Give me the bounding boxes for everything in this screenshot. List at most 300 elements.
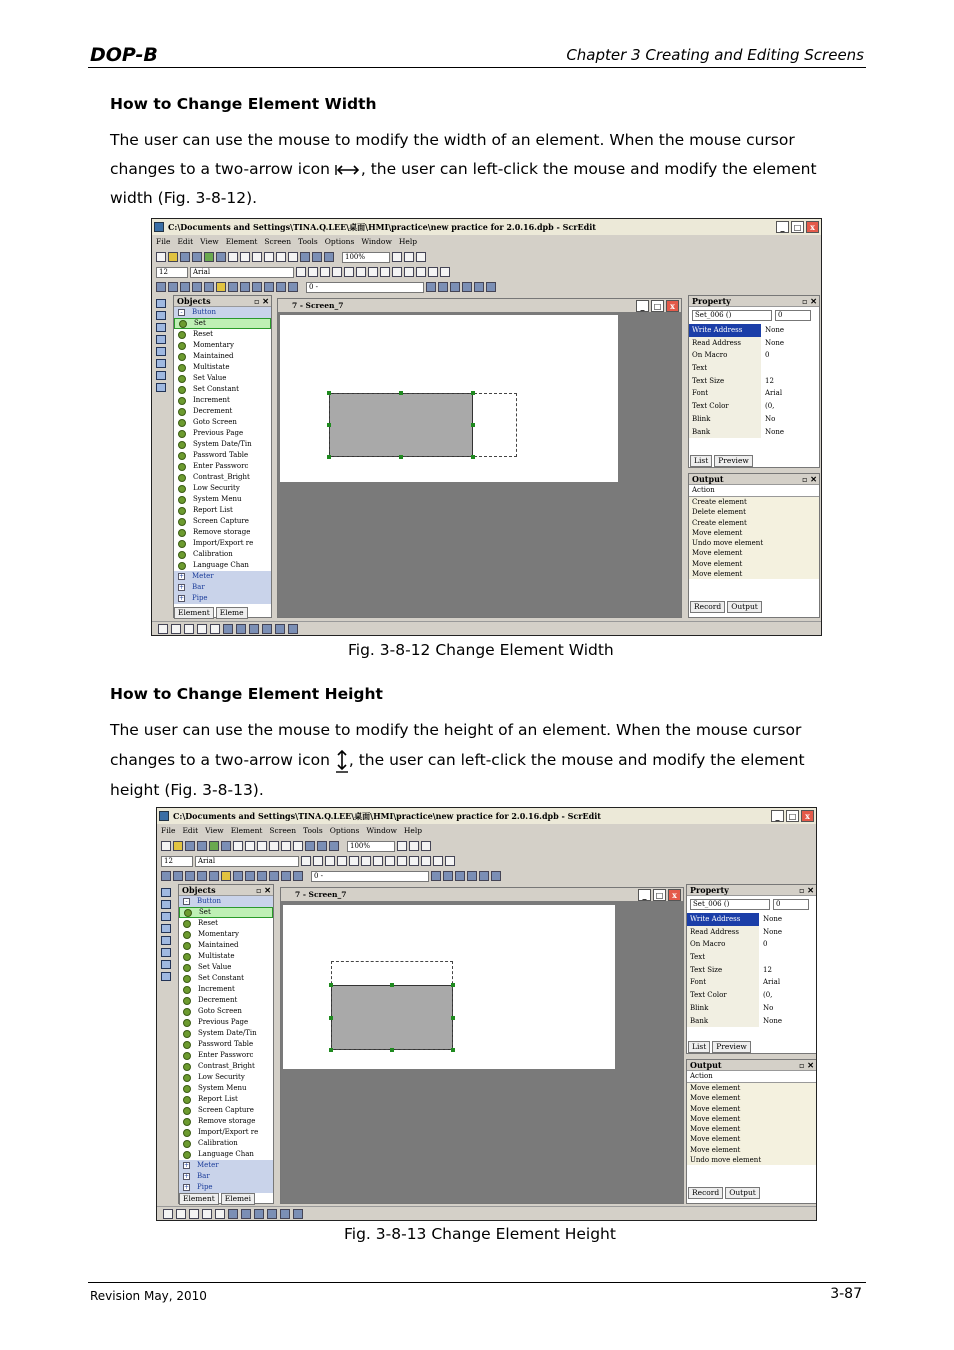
text-style-icon[interactable] (337, 856, 347, 866)
object-item[interactable]: Reset (174, 329, 271, 340)
space-tool-icon[interactable] (202, 1209, 212, 1219)
object-item[interactable]: System Date/Tin (179, 1028, 273, 1039)
tab-record[interactable]: Record (688, 1187, 723, 1199)
object-item[interactable]: Enter Passworc (174, 461, 271, 472)
menu-edit[interactable]: Edit (182, 826, 199, 835)
object-item[interactable]: Increment (174, 395, 271, 406)
property-row[interactable]: Bank None (687, 1015, 816, 1028)
category-button[interactable]: - Button (179, 896, 273, 907)
group-icon[interactable] (479, 871, 489, 881)
align-tool-icon[interactable] (158, 624, 168, 634)
figure-caption-width: Fig. 3-8-12 Change Element Width (348, 641, 614, 659)
indicator-element-icon[interactable] (216, 282, 226, 292)
spread-icon[interactable] (275, 624, 285, 634)
text-align-icon[interactable] (320, 267, 330, 277)
object-item[interactable]: Report List (174, 505, 271, 516)
menu-screen[interactable]: Screen (264, 237, 292, 246)
distribute-icon[interactable] (445, 856, 455, 866)
text-align-icon[interactable] (325, 856, 335, 866)
property-row[interactable]: Font Arial (689, 387, 819, 400)
screen-minimize-button[interactable]: _ (636, 300, 649, 312)
app-icon (159, 811, 169, 821)
download-icon[interactable] (216, 252, 226, 262)
resize-handle[interactable] (451, 1048, 455, 1052)
circle-tool-icon[interactable] (156, 323, 166, 332)
menu-edit[interactable]: Edit (177, 237, 194, 246)
maximize-button[interactable]: □ (786, 810, 799, 822)
open-file-icon[interactable] (173, 841, 183, 851)
line-icon[interactable] (397, 856, 407, 866)
snap-icon[interactable] (288, 624, 298, 634)
property-row[interactable]: Font Arial (687, 976, 816, 989)
find-icon[interactable] (269, 841, 279, 851)
property-row[interactable]: Text Size 12 (689, 375, 819, 388)
arc-tool-icon[interactable] (156, 347, 166, 356)
resize-handle[interactable] (399, 455, 403, 459)
polygon-tool-icon[interactable] (156, 335, 166, 344)
sampling-element-icon[interactable] (281, 871, 291, 881)
pie-element-icon[interactable] (209, 871, 219, 881)
property-row[interactable]: Write Address None (689, 324, 819, 337)
property-object-select[interactable]: Set_006 () (690, 899, 770, 910)
group-icon[interactable] (474, 282, 484, 292)
zoom-out-icon[interactable] (409, 841, 419, 851)
bold-icon[interactable] (361, 856, 371, 866)
object-item[interactable]: Maintained (174, 351, 271, 362)
menu-element[interactable]: Element (230, 826, 263, 835)
menu-tools[interactable]: Tools (303, 826, 323, 835)
category-bar[interactable]: + Bar (179, 1171, 273, 1182)
menu-help[interactable]: Help (403, 826, 423, 835)
zoom-fit-icon[interactable] (421, 841, 431, 851)
undo-icon[interactable] (281, 841, 291, 851)
object-item[interactable]: Previous Page (179, 1017, 273, 1028)
property-panel-title: Property ▫ ✕ (687, 885, 816, 896)
layer-up-icon[interactable] (455, 871, 465, 881)
cut-icon[interactable] (228, 252, 238, 262)
size-tool-icon[interactable] (184, 624, 194, 634)
font-size-select[interactable]: 12 (161, 856, 193, 867)
font-grow-icon[interactable] (301, 856, 311, 866)
property-grid (689, 324, 819, 438)
category-button[interactable]: - Button (174, 307, 271, 318)
rectangle-tool-icon[interactable] (161, 900, 171, 909)
indicator-element-icon[interactable] (221, 871, 231, 881)
pie-element-icon[interactable] (204, 282, 214, 292)
align-left-icon[interactable] (409, 856, 419, 866)
zoom-fit-icon[interactable] (416, 252, 426, 262)
bold-icon[interactable] (356, 267, 366, 277)
object-item[interactable]: Import/Export re (174, 538, 271, 549)
paste-icon[interactable] (257, 841, 267, 851)
grid-icon[interactable] (329, 841, 339, 851)
zoom-in-icon[interactable] (392, 252, 402, 262)
tab-eleme[interactable]: Elemei (221, 1193, 255, 1205)
underline-icon[interactable] (380, 267, 390, 277)
property-row[interactable]: Text Color (0, (687, 989, 816, 1002)
property-row[interactable]: Blink No (687, 1002, 816, 1015)
input-element-icon[interactable] (240, 282, 250, 292)
output-tabs (688, 1187, 760, 1199)
resize-handle[interactable] (471, 455, 475, 459)
space-tool-icon[interactable] (197, 624, 207, 634)
output-panel (686, 1059, 817, 1204)
curve-element-icon[interactable] (264, 282, 274, 292)
redo-icon[interactable] (293, 841, 303, 851)
button-element-icon[interactable] (156, 282, 166, 292)
object-item[interactable]: Set Constant (174, 384, 271, 395)
tab-output[interactable]: Output (727, 601, 762, 613)
ungroup-icon[interactable] (491, 871, 501, 881)
chart-element-icon[interactable] (257, 871, 267, 881)
pipe-element-icon[interactable] (192, 282, 202, 292)
footer-rule (88, 1282, 866, 1283)
arc-tool-icon[interactable] (161, 936, 171, 945)
object-item[interactable]: Decrement (174, 406, 271, 417)
menu-window[interactable]: Window (361, 237, 392, 246)
state-next-icon[interactable] (438, 282, 448, 292)
object-item[interactable]: Contrast_Bright (174, 472, 271, 483)
property-row[interactable]: Read Address None (689, 337, 819, 350)
maximize-button[interactable]: □ (791, 221, 804, 233)
object-item[interactable]: Remove storage (179, 1116, 273, 1127)
tab-list[interactable]: List (688, 1041, 710, 1053)
zoom-out-icon[interactable] (404, 252, 414, 262)
polygon-tool-icon[interactable] (161, 924, 171, 933)
menu-file[interactable]: File (161, 826, 176, 835)
compile-icon[interactable] (209, 841, 219, 851)
property-row[interactable]: Text Color (0, (689, 400, 819, 413)
scale-tool-icon[interactable] (156, 371, 166, 380)
tab-eleme[interactable]: Eleme (216, 607, 248, 619)
bar-element-icon[interactable] (185, 871, 195, 881)
object-item[interactable]: System Menu (174, 494, 271, 505)
menu-element[interactable]: Element (225, 237, 258, 246)
export-icon[interactable] (197, 841, 207, 851)
object-item[interactable]: Calibration (179, 1138, 273, 1149)
object-item[interactable]: Set (179, 907, 273, 918)
object-item[interactable]: Reset (179, 918, 273, 929)
open-file-icon[interactable] (168, 252, 178, 262)
output-row: Move element (690, 1094, 741, 1103)
object-item[interactable]: Language Chan (179, 1149, 273, 1160)
screen-close-button[interactable]: x (668, 889, 681, 901)
table-tool-icon[interactable] (161, 972, 171, 981)
object-item[interactable]: Maintained (179, 940, 273, 951)
print-icon[interactable] (300, 252, 310, 262)
resize-handle[interactable] (329, 1016, 333, 1020)
object-item[interactable]: Increment (179, 984, 273, 995)
object-item[interactable]: System Date/Tin (174, 439, 271, 450)
center-icon[interactable] (267, 1209, 277, 1219)
bar-element-icon[interactable] (180, 282, 190, 292)
menu-tools[interactable]: Tools (298, 237, 318, 246)
same-size-icon[interactable] (249, 624, 259, 634)
pipe-element-icon[interactable] (197, 871, 207, 881)
align-left-icon[interactable] (404, 267, 414, 277)
resize-handle[interactable] (327, 391, 331, 395)
object-item[interactable]: Language Chan (174, 560, 271, 571)
menu-window[interactable]: Window (366, 826, 397, 835)
object-item[interactable]: Import/Export re (179, 1127, 273, 1138)
tab-element[interactable]: Element (179, 1193, 219, 1205)
screen-editor-window (277, 298, 682, 618)
close-button[interactable]: x (806, 221, 819, 233)
copy-icon[interactable] (240, 252, 250, 262)
screen-minimize-button[interactable]: _ (638, 889, 651, 901)
object-item[interactable]: Set (174, 318, 271, 329)
object-item[interactable]: Screen Capture (174, 516, 271, 527)
object-item[interactable]: System Menu (179, 1083, 273, 1094)
menu-options[interactable]: Options (324, 237, 355, 246)
save-icon[interactable] (180, 252, 190, 262)
align-center-icon[interactable] (421, 856, 431, 866)
object-item[interactable]: Set Constant (179, 973, 273, 984)
screen-maximize-button[interactable]: □ (653, 889, 666, 901)
distribute-icon[interactable] (440, 267, 450, 277)
tab-list[interactable]: List (690, 455, 712, 467)
object-item[interactable]: Report List (179, 1094, 273, 1105)
underline-icon[interactable] (385, 856, 395, 866)
italic-icon[interactable] (368, 267, 378, 277)
print-icon[interactable] (305, 841, 315, 851)
meter-element-icon[interactable] (168, 282, 178, 292)
menu-view[interactable]: View (200, 237, 219, 246)
text-style-icon[interactable] (332, 267, 342, 277)
pen-icon[interactable] (161, 888, 171, 897)
close-button[interactable]: x (801, 810, 814, 822)
category-bar[interactable]: + Bar (174, 582, 271, 593)
layout-tool-icon[interactable] (176, 1209, 186, 1219)
same-size-icon[interactable] (254, 1209, 264, 1219)
zoom-select[interactable]: 100% (342, 252, 390, 263)
menu-screen[interactable]: Screen (269, 826, 297, 835)
font-name-select[interactable]: Arial (195, 856, 299, 867)
property-row[interactable]: Text Size 12 (687, 964, 816, 977)
display-element-icon[interactable] (228, 282, 238, 292)
print-preview-icon[interactable] (317, 841, 327, 851)
property-row[interactable]: Blink No (689, 413, 819, 426)
font-shrink-icon[interactable] (313, 856, 323, 866)
same-width-icon[interactable] (228, 1209, 238, 1219)
screenshot-change-width (151, 218, 822, 636)
alarm-element-icon[interactable] (293, 871, 303, 881)
line-icon[interactable] (392, 267, 402, 277)
tab-preview[interactable]: Preview (712, 1041, 751, 1053)
menu-file[interactable]: File (156, 237, 171, 246)
copy-icon[interactable] (245, 841, 255, 851)
zoom-select[interactable]: 100% (347, 841, 395, 852)
zoom-in-icon[interactable] (397, 841, 407, 851)
new-file-icon[interactable] (156, 252, 166, 262)
paste-icon[interactable] (252, 252, 262, 262)
property-row[interactable]: Text (687, 951, 816, 964)
menu-options[interactable]: Options (329, 826, 360, 835)
category-pipe[interactable]: + Pipe (174, 593, 271, 604)
center-icon[interactable] (262, 624, 272, 634)
resize-handle[interactable] (327, 455, 331, 459)
layer-up-icon[interactable] (450, 282, 460, 292)
object-item[interactable]: Password Table (179, 1039, 273, 1050)
state-select[interactable]: 0 - (306, 282, 424, 293)
object-item[interactable]: Set Value (174, 373, 271, 384)
objects-list (174, 307, 271, 604)
font-size-select[interactable]: 12 (156, 267, 188, 278)
resize-handle[interactable] (451, 1016, 455, 1020)
object-item[interactable]: Goto Screen (174, 417, 271, 428)
state-next-icon[interactable] (443, 871, 453, 881)
property-tabs (690, 455, 753, 467)
table-tool-icon[interactable] (156, 383, 166, 392)
font-name-select[interactable]: Arial (190, 267, 294, 278)
property-row[interactable]: On Macro 0 (687, 938, 816, 951)
object-item[interactable]: Low Security (174, 483, 271, 494)
circle-tool-icon[interactable] (161, 912, 171, 921)
resize-handle[interactable] (327, 423, 331, 427)
resize-handle[interactable] (399, 391, 403, 395)
menu-help[interactable]: Help (398, 237, 418, 246)
print-preview-icon[interactable] (312, 252, 322, 262)
find-icon[interactable] (264, 252, 274, 262)
property-row[interactable]: On Macro 0 (689, 349, 819, 362)
resize-handle[interactable] (471, 391, 475, 395)
object-item[interactable]: Goto Screen (179, 1006, 273, 1017)
object-item[interactable]: Momentary (174, 340, 271, 351)
object-item[interactable]: Decrement (179, 995, 273, 1006)
download-icon[interactable] (221, 841, 231, 851)
same-height-icon[interactable] (236, 624, 246, 634)
object-item[interactable]: Set Value (179, 962, 273, 973)
object-item[interactable]: Screen Capture (179, 1105, 273, 1116)
pen-icon[interactable] (156, 299, 166, 308)
object-item[interactable]: Previous Page (174, 428, 271, 439)
layer-down-icon[interactable] (467, 871, 477, 881)
tab-element[interactable]: Element (174, 607, 214, 619)
resize-handle[interactable] (451, 983, 455, 987)
undo-icon[interactable] (276, 252, 286, 262)
rectangle-tool-icon[interactable] (156, 311, 166, 320)
ungroup-icon[interactable] (486, 282, 496, 292)
align-center-icon[interactable] (416, 267, 426, 277)
size-tool-icon[interactable] (189, 1209, 199, 1219)
sampling-element-icon[interactable] (276, 282, 286, 292)
same-height-icon[interactable] (241, 1209, 251, 1219)
input-element-icon[interactable] (245, 871, 255, 881)
category-meter[interactable]: + Meter (174, 571, 271, 582)
same-width-icon[interactable] (223, 624, 233, 634)
text-tool-icon[interactable] (161, 948, 171, 957)
text-tool-icon[interactable] (156, 359, 166, 368)
figure-caption-height: Fig. 3-8-13 Change Element Height (344, 1225, 616, 1243)
meter-element-icon[interactable] (173, 871, 183, 881)
property-object-select[interactable]: Set_006 () (692, 310, 772, 321)
align-tool-icon[interactable] (163, 1209, 173, 1219)
resize-handle[interactable] (390, 1048, 394, 1052)
alarm-element-icon[interactable] (288, 282, 298, 292)
align-right-icon[interactable] (433, 856, 443, 866)
curve-element-icon[interactable] (269, 871, 279, 881)
compile-icon[interactable] (204, 252, 214, 262)
button-element-icon[interactable] (161, 871, 171, 881)
redo-icon[interactable] (288, 252, 298, 262)
menu-view[interactable]: View (205, 826, 224, 835)
italic-icon[interactable] (373, 856, 383, 866)
tab-record[interactable]: Record (690, 601, 725, 613)
output-row: Move element (690, 1114, 741, 1123)
layout-tool-icon[interactable] (171, 624, 181, 634)
output-panel-title: Output ▫ ✕ (687, 1060, 816, 1071)
minimize-button[interactable]: _ (771, 810, 784, 822)
align-right-icon[interactable] (428, 267, 438, 277)
category-meter[interactable]: + Meter (179, 1160, 273, 1171)
property-row[interactable]: Text (689, 362, 819, 375)
font-grow-icon[interactable] (296, 267, 306, 277)
screen-close-button[interactable]: x (666, 300, 679, 312)
category-pipe[interactable]: + Pipe (179, 1182, 273, 1193)
spread-icon[interactable] (280, 1209, 290, 1219)
paragraph-width (110, 126, 855, 213)
output-row: Undo move element (690, 1156, 762, 1165)
object-item[interactable]: Low Security (179, 1072, 273, 1083)
object-item[interactable]: Password Table (174, 450, 271, 461)
scale-tool-icon[interactable] (161, 960, 171, 969)
property-state-select[interactable]: 0 (775, 310, 811, 321)
property-row[interactable]: Read Address None (687, 926, 816, 939)
object-item[interactable]: Multistate (179, 951, 273, 962)
resize-handle[interactable] (471, 423, 475, 427)
property-row[interactable]: Bank None (689, 426, 819, 439)
object-item[interactable]: Enter Passworc (179, 1050, 273, 1061)
format-toolbar (157, 854, 816, 868)
state-prev-icon[interactable] (426, 282, 436, 292)
state-prev-icon[interactable] (431, 871, 441, 881)
tab-output[interactable]: Output (725, 1187, 760, 1199)
font-shrink-icon[interactable] (308, 267, 318, 277)
object-item[interactable]: Calibration (174, 549, 271, 560)
order-tool-icon[interactable] (210, 624, 220, 634)
screen-maximize-button[interactable]: □ (651, 300, 664, 312)
property-state-select[interactable]: 0 (773, 899, 809, 910)
resize-handle[interactable] (390, 983, 394, 987)
snap-icon[interactable] (293, 1209, 303, 1219)
object-item[interactable]: Remove storage (174, 527, 271, 538)
state-select[interactable]: 0 - (311, 871, 429, 882)
dop-b-logo (90, 44, 174, 64)
object-item[interactable]: Multistate (174, 362, 271, 373)
resize-handle[interactable] (329, 983, 333, 987)
new-file-icon[interactable] (161, 841, 171, 851)
output-column-header: Action (687, 1071, 816, 1083)
layer-down-icon[interactable] (462, 282, 472, 292)
output-row: Move element (692, 559, 743, 568)
output-list (687, 1083, 816, 1165)
tab-preview[interactable]: Preview (714, 455, 753, 467)
object-item[interactable]: Contrast_Bright (179, 1061, 273, 1072)
font-color-icon[interactable] (349, 856, 359, 866)
grid-icon[interactable] (324, 252, 334, 262)
display-element-icon[interactable] (233, 871, 243, 881)
export-icon[interactable] (192, 252, 202, 262)
property-row[interactable]: Write Address None (687, 913, 816, 926)
minimize-button[interactable]: _ (776, 221, 789, 233)
cut-icon[interactable] (233, 841, 243, 851)
object-item[interactable]: Momentary (179, 929, 273, 940)
resize-handle[interactable] (329, 1048, 333, 1052)
chart-element-icon[interactable] (252, 282, 262, 292)
font-color-icon[interactable] (344, 267, 354, 277)
order-tool-icon[interactable] (215, 1209, 225, 1219)
save-icon[interactable] (185, 841, 195, 851)
